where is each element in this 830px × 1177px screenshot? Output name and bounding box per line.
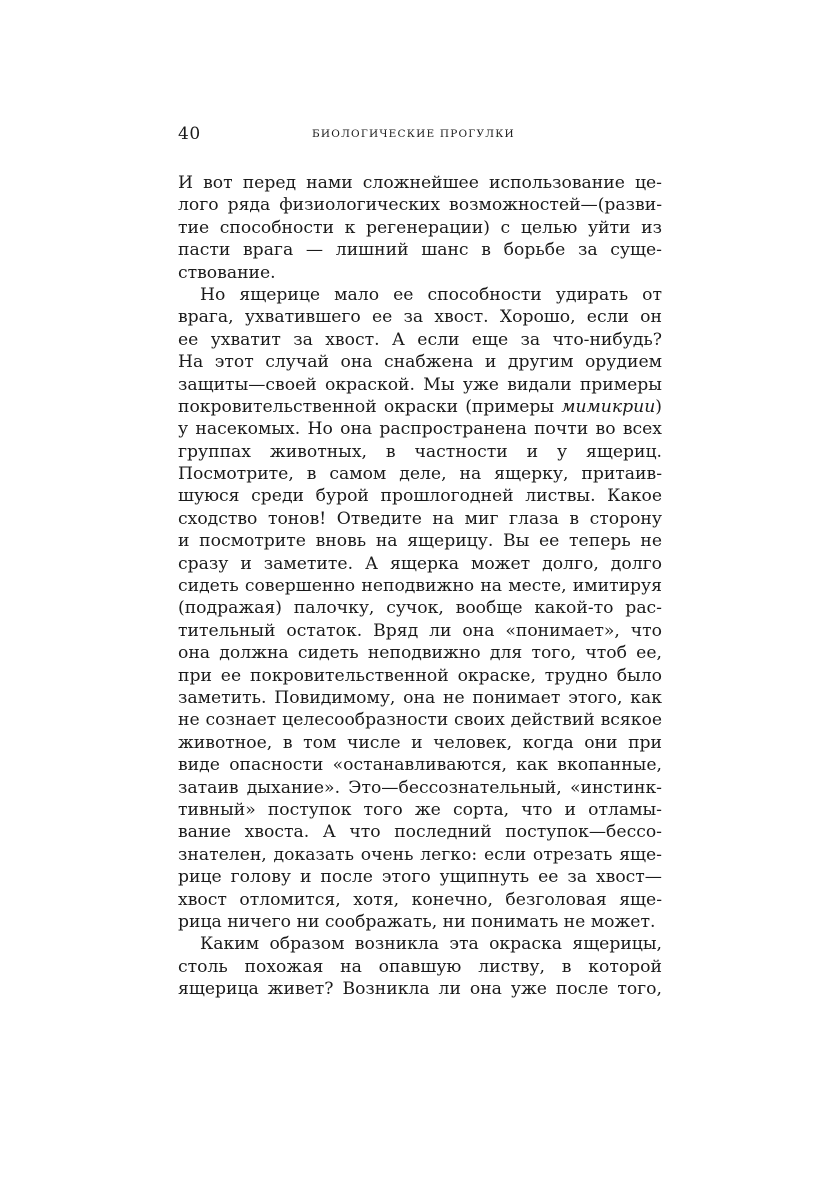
text-segment: покровительственной окраски (примеры: [178, 396, 562, 417]
text-line: пасти врага — лишний шанс в борьбе за суще-: [178, 240, 662, 261]
text-line: тительный остаток. Вряд ли она «понимает», что: [178, 620, 662, 641]
text-line: сидеть совершенно неподвижно на месте, имитируя: [178, 576, 662, 597]
text-line: Но ящерице мало ее способности удирать от: [200, 284, 662, 305]
text-line: (подражая) палочку, сучок, вообще какой-то рас-: [178, 598, 662, 619]
text-line: ее ухватит за хвост. А если еще за что-нибудь?: [178, 329, 662, 350]
text-line: группах животных, в частности и у ящериц.: [178, 441, 662, 462]
text-line: шуюся среди бурой прошлогодней листвы. Какое: [178, 486, 662, 507]
text-line: ящерица живет? Возникла ли она уже после того,: [178, 979, 662, 1000]
text-line: хвост отломится, хотя, конечно, безголовая яще-: [178, 889, 662, 910]
text-line: и посмотрите вновь на ящерицу. Вы ее теперь не: [178, 531, 662, 552]
text-line: тие способности к регенерации) с целью уйти из: [178, 217, 662, 238]
text-line-with-italic: [178, 396, 662, 418]
text-line: Каким образом возникла эта окраска ящерицы,: [200, 934, 662, 955]
text-line: животное, в том числе и человек, когда они при: [178, 732, 662, 753]
paragraph-3: [178, 933, 662, 1000]
text-line: затаив дыхание». Это—бессознательный, «инстинк-: [178, 777, 662, 798]
text-line: заметить. Повидимому, она не понимает этого, как: [178, 687, 662, 708]
running-title: БИОЛОГИЧЕСКИЕ ПРОГУЛКИ: [312, 128, 515, 140]
book-page: [178, 124, 662, 1000]
text-line: лого ряда физиологических возможностей—(разви-: [178, 195, 662, 216]
text-line: она должна сидеть неподвижно для того, чтоб ее,: [178, 643, 662, 664]
text-line: столь похожая на опавшую листву, в которой: [178, 956, 662, 977]
paragraph-2: [178, 284, 662, 933]
text-line: сходство тонов! Отведите на миг глаза в сторону: [178, 508, 662, 529]
text-segment: ): [655, 396, 662, 417]
text-line: защиты—своей окраской. Мы уже видали примеры: [178, 374, 662, 395]
italic-term: мимикрии: [561, 396, 656, 417]
text-line: при ее покровительственной окраске, трудно было: [178, 665, 662, 686]
page-header: [178, 124, 662, 150]
paragraph-1: [178, 172, 662, 284]
text-line: у насекомых. Но она распространена почти во всех: [178, 419, 662, 440]
text-line: вание хвоста. А что последний поступок—бессо-: [178, 822, 662, 843]
text-line: И вот перед нами сложнейшее использование це-: [178, 173, 662, 193]
text-line: ствование.: [178, 262, 276, 283]
text-line: сразу и заметите. А ящерка может долго, долго: [178, 553, 662, 574]
text-line: не сознает целесообразности своих действий всякое: [178, 710, 662, 731]
text-line: На этот случай она снабжена и другим орудием: [178, 352, 662, 373]
page-number: 40: [178, 124, 201, 144]
text-line: виде опасности «останавливаются, как вкопанные,: [178, 755, 662, 776]
text-line: знателен, доказать очень легко: если отрезать яще-: [178, 844, 662, 865]
text-line: врага, ухватившего ее за хвост. Хорошо, если он: [178, 307, 662, 328]
text-line: рице голову и после этого ущипнуть ее за хвост—: [178, 867, 662, 888]
text-line: рица ничего ни соображать, ни понимать не может.: [178, 911, 656, 932]
text-line: Посмотрите, в самом деле, на ящерку, притаив-: [178, 464, 662, 485]
text-line: тивный» поступок того же сорта, что и отламы-: [178, 799, 662, 820]
